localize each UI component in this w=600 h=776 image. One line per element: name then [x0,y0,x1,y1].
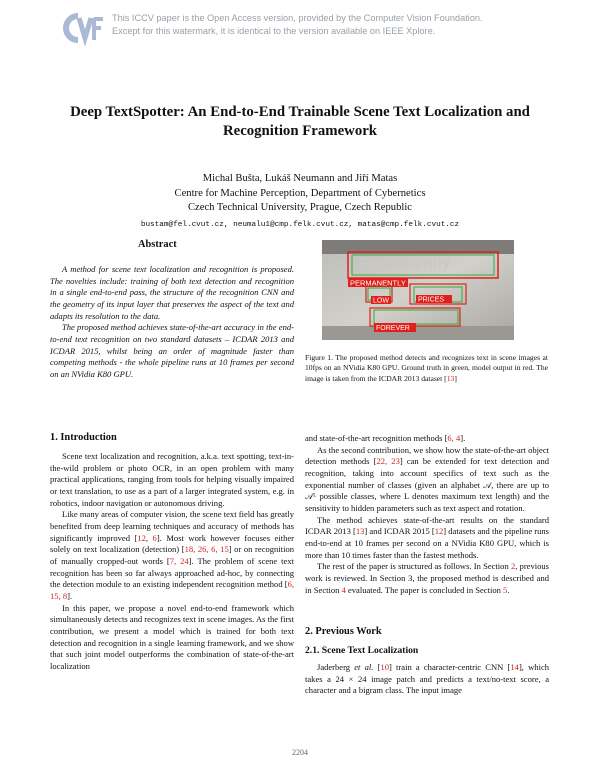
section-link[interactable]: 2 [510,561,516,572]
svg-text:Permanently: Permanently [360,255,451,272]
citation[interactable]: 6, 15, 8 [50,579,295,601]
abstract-body [50,264,294,381]
right-paragraph-2: The method achieves state-of-the-art results on the standard ICDAR 2013 [13] and ICDAR 2015 [12] datasets and the pipeline runs end-to-end at 10 frames per second on a NVidia K80 GPU, which is more than 10 times faster than the fastest methods. [305,514,549,560]
figure-label-forever: FOREVER [376,325,410,332]
citation[interactable]: 13 [446,373,455,383]
abstract-paragraph-2: The proposed method achieves state-of-the-art accuracy in the end-to-end text recognition on two standard datasets – ICDAR 2013 and ICDAR 2015, whilst being an order of magnitude faster than competing methods - the whole pipeline runs at 10 frames per second on an NVidia K80 GPU. [50,322,294,379]
cvf-logo [62,10,104,46]
paper-title [40,103,560,141]
affiliation-1: Centre for Machine Perception, Department of Cybernetics [174,187,426,199]
introduction-body [50,451,294,672]
citation[interactable]: 7, 24 [169,555,189,566]
authors: Michal Bušta, Lukáš Neumann and Jiří Matas [202,173,398,184]
continued-paragraph: and state-of-the-art recognition methods [6, 4]. [305,433,466,443]
citation[interactable]: 12 [434,526,444,537]
logo-text: CVF [62,10,64,11]
abstract-heading: Abstract [138,239,177,250]
figure-1-caption: Figure 1. The proposed method detects and recognizes text in scene images at 10fps on an NVidia K80 GPU. Ground truth in green, model output in red. The image is taken from the ICDAR 2013 dataset [13] [305,353,548,383]
figure-label-permanently: PERMANENTLY [350,278,406,288]
figure-1-image [322,240,514,340]
title-line-1: Deep TextSpotter: An End-to-End Trainable Scene Text Localization and [70,104,530,120]
page-number: 2204 [292,748,308,757]
section-2-1-body [305,662,549,697]
figure-label-low: LOW [373,297,389,305]
citation[interactable]: 13 [355,526,365,537]
section-1-heading: 1. Introduction [50,432,117,443]
watermark-line-1: This ICCV paper is the Open Access version, provided by the Computer Vision Foundation. [112,13,483,23]
citation[interactable]: 18, 26, 6, 15 [184,544,229,555]
previous-work-paragraph: Jaderberg et al. [10] train a character-centric CNN [14], which takes a 24 × 24 image patch and predicts a text/no-text score, a character and a bigram class. The input image [305,662,550,696]
emails: bustam@fel.cvut.cz, neumalu1@cmp.felk.cvut.cz, matas@cmp.felk.cvut.cz [140,220,460,229]
section-link[interactable]: 4 [341,584,346,595]
citation[interactable]: 10 [380,662,390,672]
citation[interactable]: 22, 23 [376,456,400,467]
citation[interactable]: 12 [137,532,146,543]
abstract-paragraph-1: A method for scene text localization and recognition is proposed. The novelties include: training of both text detection and recognition in a single end-to-end pass, the structure of the recognition CNN and the geometry of its input layer that preserves the aspect of the text and adapts its resolution to the data. [50,264,294,321]
citation[interactable]: 14 [510,662,519,672]
section-2-heading: 2. Previous Work [305,626,382,637]
section-2-1-heading: 2.1. Scene Text Localization [305,645,419,656]
citation[interactable]: 6, 4 [447,433,461,443]
title-line-2: Recognition Framework [222,123,378,139]
intro-paragraph-1: Scene text localization and recognition, a.k.a. text spotting, text-in-the-wild problem or photo OCR, in an open problem with many practical applications, ranging from tools for helping visually impaired or text translation, to use as a part of a larger integrated system, e.g. in robotics, indoor navigation or autonomous driving. [50,451,294,508]
affiliation-2: Czech Technical University, Prague, Czech Republic [187,202,412,213]
right-paragraph-1: As the second contribution, we show how the state-of-the-art object detection methods [22, 23] can be extended for text detection and recognition, taking into account specifics of text such as the exponential number of classes (given an alphabet 𝒜, there are up to 𝒜ᴸ possible classes, where L denotes maximum text length) and the sensitivity to hidden parameters such as text aspect and rotation. [305,444,549,513]
watermark [112,12,552,37]
right-paragraph-3: The rest of the paper is structured as follows. In Section 2, previous work is reviewed. In Section 3, the proposed method is described and in Section 4 evaluated. The paper is concluded in Section 5. [305,561,549,595]
figure-label-prices: PRICES [418,296,445,304]
watermark-line-2: Except for this watermark, it is identical to the version available on IEEE Xplore. [112,25,436,36]
citation[interactable]: 6 [152,532,157,543]
section-link[interactable]: 5 [503,584,508,595]
intro-paragraph-3: In this paper, we propose a novel end-to-end framework which simultaneously detects and recognizes text in scene images. As the first contribution, we present a model which is trained for both text detection and recognition in a single learning framework, and we show that such joint model outperforms the combination of state-of-the-art localization [50,602,294,671]
intro-paragraph-2: Like many areas of computer vision, the scene text field has greatly benefited from deep learning techniques and accuracy of methods has significantly improved [12, 6]. Most work however focuses either solely on text localization (detection) [18, 26, 6, 15] or on recognition of manually cropped-out words [7, 24]. The problem of scene text recognition has been so far always approached ad-hoc, by connecting the detection module to an existing independent recognition method [6, 15, 8]. [50,509,295,601]
author-block [40,172,560,232]
right-column-body [305,433,549,596]
